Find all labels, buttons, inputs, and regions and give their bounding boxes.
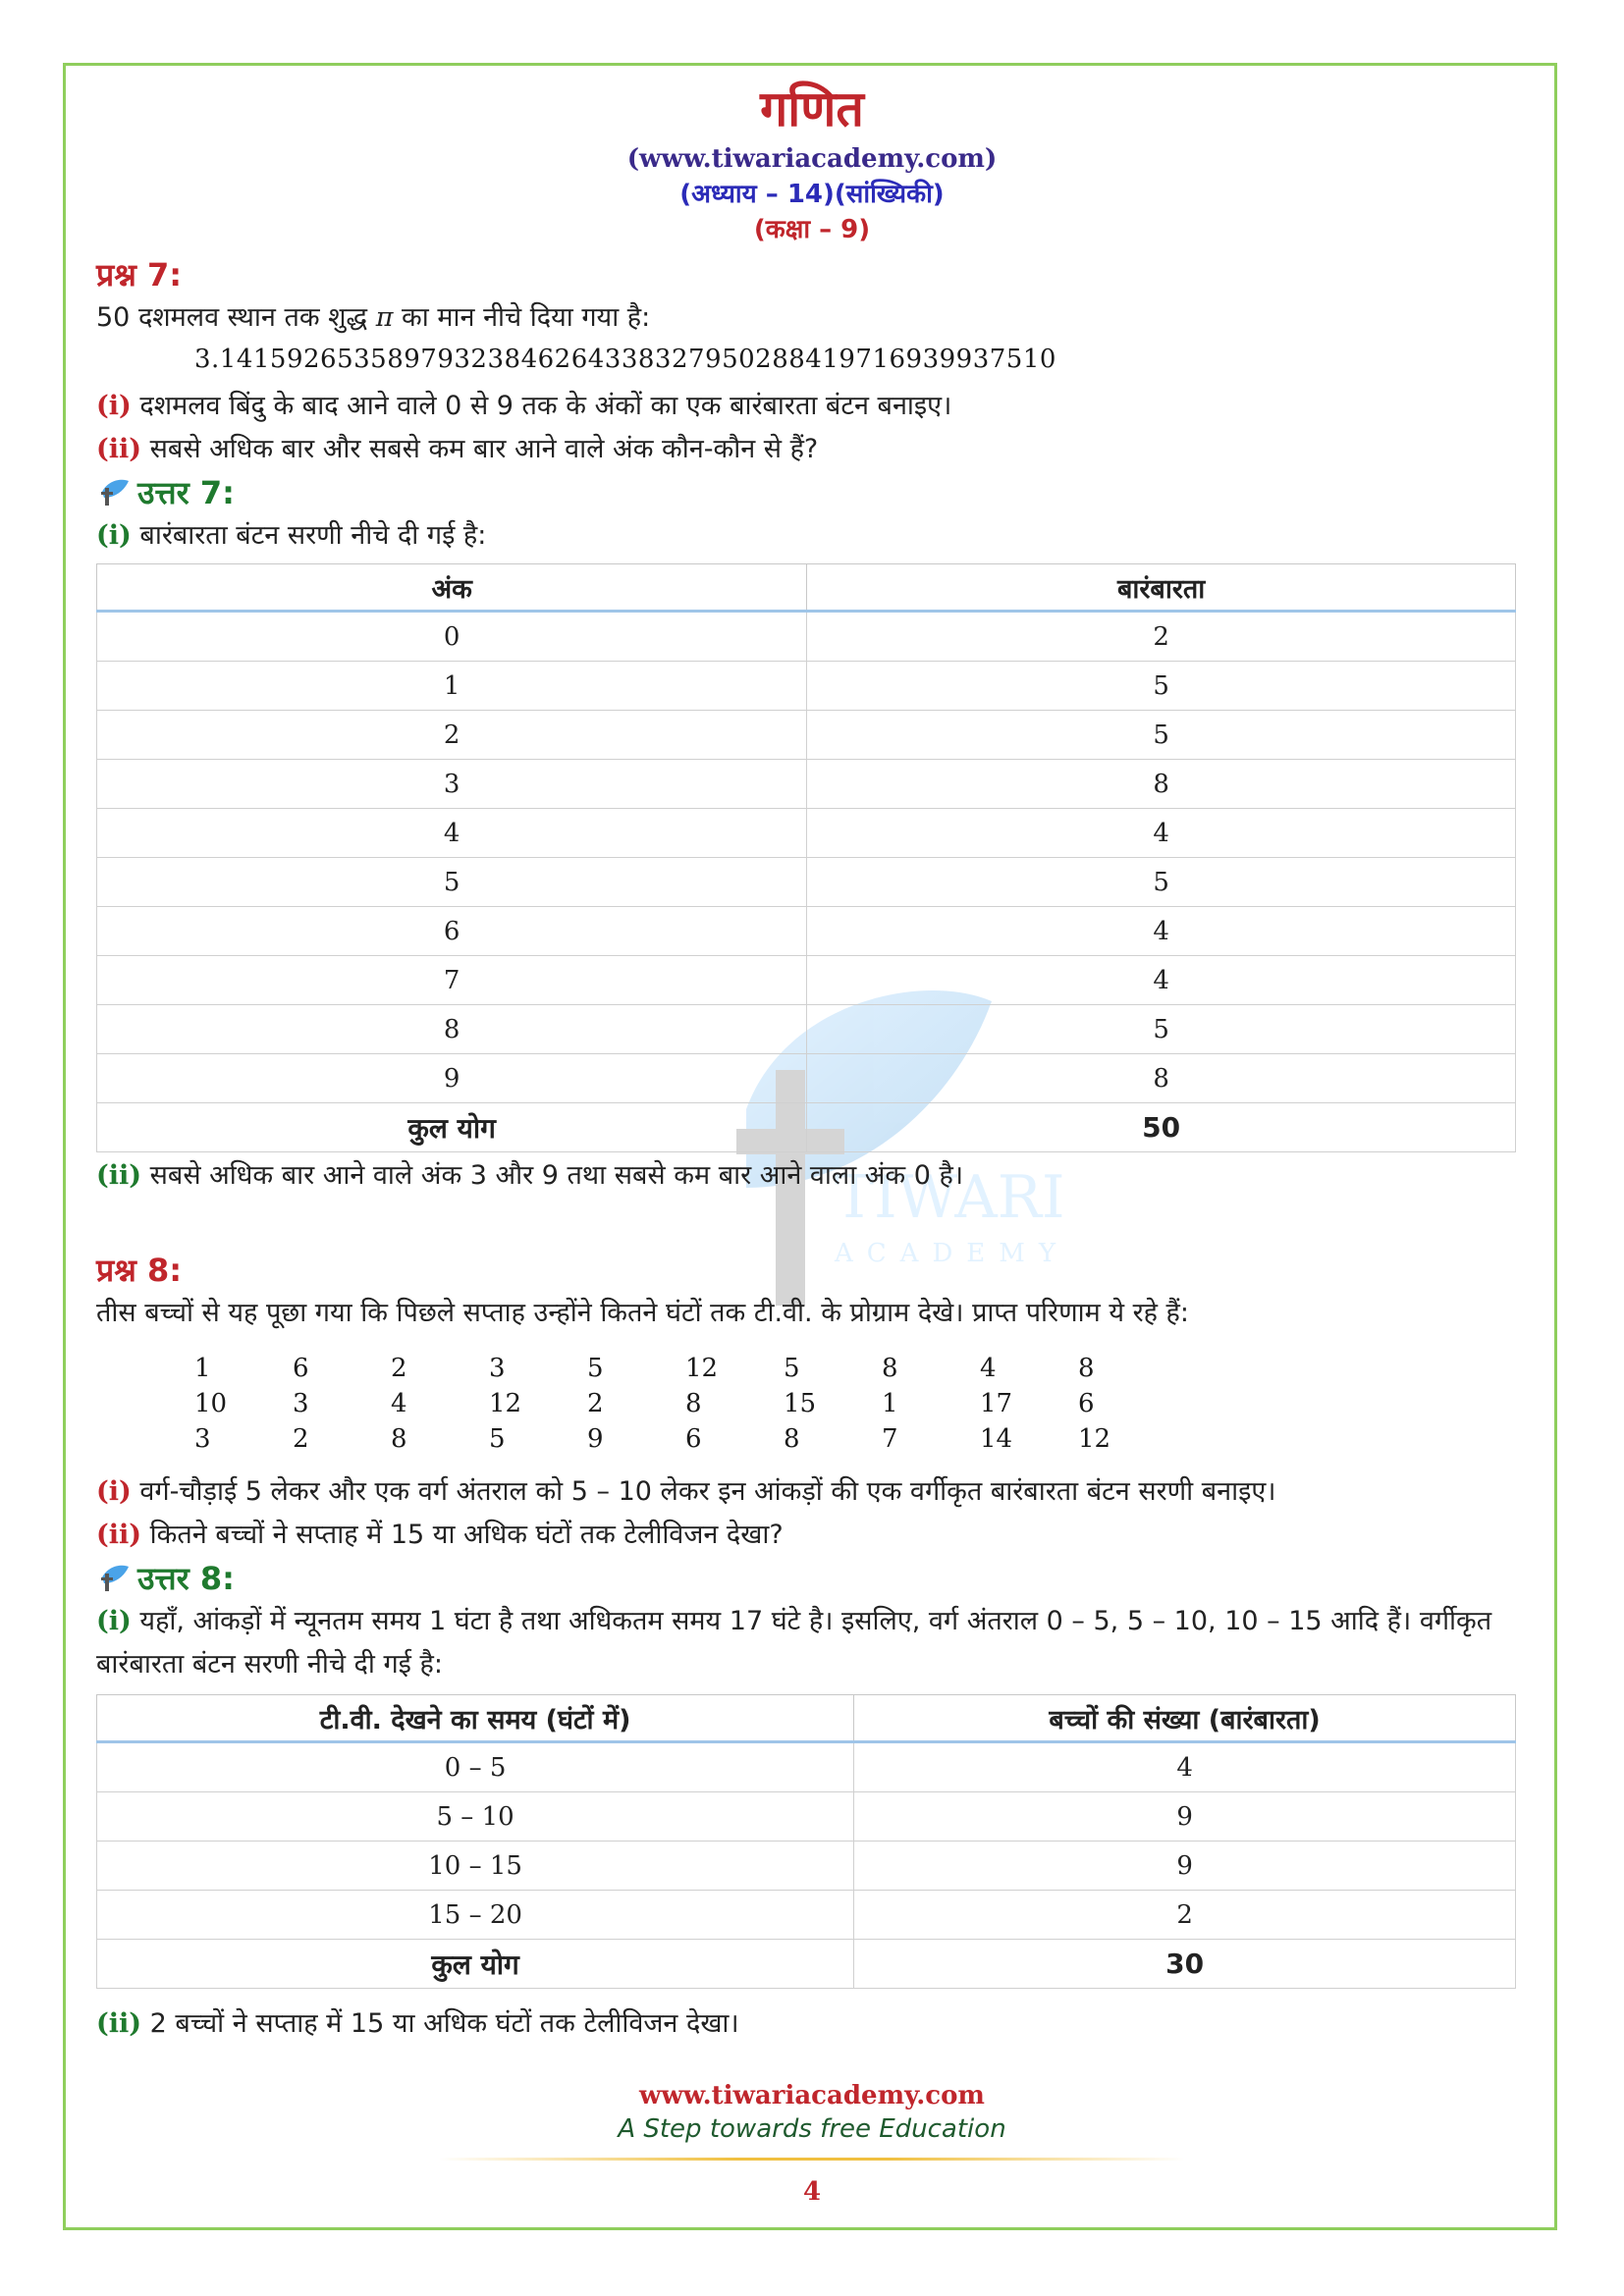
data-value: 12 (489, 1389, 522, 1418)
table-row (97, 809, 1516, 858)
answer-7-label: उत्तर 7: (137, 474, 235, 511)
question-7-part-ii (96, 428, 1530, 471)
data-value: 1 (194, 1354, 211, 1383)
header-site-link[interactable]: (www.tiwariacademy.com) (626, 144, 998, 174)
tiwari-logo-icon (96, 478, 130, 507)
footer-site-link[interactable]: www.tiwariacademy.com (639, 2081, 985, 2110)
data-value: 6 (1078, 1389, 1095, 1418)
table-cell: 5 (807, 662, 1516, 711)
data-value: 15 (784, 1389, 817, 1418)
data-value: 8 (1078, 1354, 1095, 1383)
table-cell: 4 (807, 809, 1516, 858)
table-row (97, 662, 1516, 711)
table-cell: 9 (854, 1792, 1516, 1842)
table-cell: 10 – 15 (97, 1842, 854, 1891)
table-cell: 2 (97, 711, 807, 760)
table-row (97, 1842, 1516, 1891)
answer-7-heading (96, 471, 1530, 514)
table-cell: 3 (97, 760, 807, 809)
table-cell: 15 – 20 (97, 1891, 854, 1940)
part-text: यहाँ, आंकड़ों में न्यूनतम समय 1 घंटा है तथा अधिकतम समय 17 घंटे है। इसलिए, वर्ग अंतराल 0 – 5, 5 – 10, 10 – 15 आदि हैं। वर्गीकृत बारंबारता बंटन सरणी नीचे दी गई है: (96, 1606, 1492, 1680)
table-row (97, 956, 1516, 1005)
table-total-cell: कुल योग (97, 1103, 807, 1152)
answer-7-part-ii (96, 1154, 1530, 1198)
data-value: 8 (784, 1424, 800, 1454)
question-7-part-i (96, 385, 1530, 428)
table-cell: 6 (97, 907, 807, 956)
table-row (97, 711, 1516, 760)
table-header-time: टी.वी. देखने का समय (घंटों में) (97, 1695, 854, 1742)
table-cell: 8 (807, 1054, 1516, 1103)
part-text: सबसे अधिक बार और सबसे कम बार आने वाले अंक कौन-कौन से हैं? (149, 434, 819, 464)
part-text: बारंबारता बंटन सरणी नीचे दी गई है: (139, 520, 487, 551)
part-text: कितने बच्चों ने सप्ताह में 15 या अधिक घंटों तक टेलीविजन देखा? (149, 1520, 784, 1550)
table-cell: 4 (807, 956, 1516, 1005)
table-cell: 8 (97, 1005, 807, 1054)
tv-hours-data (96, 1351, 1530, 1457)
question-7-block (96, 253, 1530, 1198)
intro-text-end: का मान नीचे दिया गया है: (402, 302, 651, 333)
table-cell: 9 (854, 1842, 1516, 1891)
data-value: 2 (587, 1389, 604, 1418)
tiwari-logo-icon (96, 1564, 130, 1593)
footer-tagline: A Step towards free Education (618, 2114, 1006, 2144)
answer-8-heading (96, 1557, 1530, 1600)
table-cell: 1 (97, 662, 807, 711)
watermark-sub: ACADEMY (835, 1239, 1070, 1268)
answer-8-part-ii (96, 2002, 1530, 2046)
data-value: 8 (685, 1389, 702, 1418)
data-value: 12 (685, 1354, 719, 1383)
answer-8-label: उत्तर 8: (137, 1560, 235, 1597)
part-text: दशमलव बिंदु के बाद आने वाले 0 से 9 तक के अंकों का एक बारंबारता बंटन बनाइए। (139, 391, 952, 421)
question-8-part-ii (96, 1514, 1530, 1557)
table-cell: 5 – 10 (97, 1792, 854, 1842)
table-row (97, 1742, 1516, 1792)
table-header-children: बच्चों की संख्या (बारंबारता) (854, 1695, 1516, 1742)
data-value: 4 (391, 1389, 407, 1418)
data-value: 10 (194, 1389, 228, 1418)
page-title: गणित (760, 80, 864, 137)
question-8-intro: तीस बच्चों से यह पूछा गया कि पिछले सप्ताह उन्होंने कितने घंटों तक टी.वी. के प्रोग्राम देखे। प्राप्त परिणाम ये रहे हैं: (96, 1298, 1189, 1328)
table-row (97, 612, 1516, 662)
part-label: (ii) (96, 2008, 142, 2039)
answer-8-part-i (96, 1600, 1530, 1686)
part-label: (ii) (96, 434, 142, 464)
data-value: 3 (293, 1389, 309, 1418)
part-label: (i) (96, 520, 132, 551)
table-row (97, 858, 1516, 907)
table-total-row (97, 1940, 1516, 1989)
table-cell: 5 (97, 858, 807, 907)
table-cell: 4 (807, 907, 1516, 956)
table-cell: 2 (854, 1891, 1516, 1940)
table-total-cell: कुल योग (97, 1940, 854, 1989)
intro-text: 50 दशमलव स्थान तक शुद्ध (96, 302, 368, 333)
class-label: (कक्षा – 9) (753, 215, 871, 244)
data-value: 9 (587, 1424, 604, 1454)
table-row (97, 1792, 1516, 1842)
table-cell: 0 (97, 612, 807, 662)
data-value: 6 (685, 1424, 702, 1454)
question-8-block (96, 1249, 1530, 2046)
table-row (97, 1005, 1516, 1054)
table-cell: 5 (807, 711, 1516, 760)
question-7-intro (96, 296, 1530, 340)
part-text: वर्ग-चौड़ाई 5 लेकर और एक वर्ग अंतराल को 5 – 10 लेकर इन आंकड़ों की एक वर्गीकृत बारंबारता बंटन सरणी बनाइए। (139, 1476, 1276, 1507)
table-cell: 0 – 5 (97, 1742, 854, 1792)
data-value: 5 (587, 1354, 604, 1383)
table-cell: 8 (807, 760, 1516, 809)
part-label: (i) (96, 1476, 132, 1507)
table-cell: 2 (807, 612, 1516, 662)
data-value: 6 (293, 1354, 309, 1383)
table-cell: 7 (97, 956, 807, 1005)
footer-divider (439, 2158, 1185, 2161)
pi-value: 3.14159265358979323846264338327950288419716939937510 (194, 345, 1056, 374)
question-7-heading: प्रश्न 7: (96, 256, 183, 294)
page-number: 4 (802, 2177, 822, 2207)
table-total-cell: 50 (807, 1103, 1516, 1152)
table-row (97, 1891, 1516, 1940)
part-label: (i) (96, 1606, 132, 1636)
table-row (97, 1054, 1516, 1103)
data-value: 12 (1078, 1424, 1111, 1454)
part-label: (ii) (96, 1520, 142, 1550)
frequency-table-tv-hours (96, 1694, 1516, 1989)
table-cell: 4 (854, 1742, 1516, 1792)
page-footer (0, 2079, 1624, 2212)
data-value: 2 (391, 1354, 407, 1383)
data-value: 8 (882, 1354, 898, 1383)
table-total-row (97, 1103, 1516, 1152)
data-value: 1 (882, 1389, 898, 1418)
table-cell: 4 (97, 809, 807, 858)
table-header-frequency: बारंबारता (807, 564, 1516, 612)
question-8-part-i (96, 1470, 1530, 1514)
frequency-table-digits (96, 563, 1516, 1152)
table-header-digit: अंक (97, 564, 807, 612)
table-cell: 5 (807, 1005, 1516, 1054)
data-value: 2 (293, 1424, 309, 1454)
question-8-heading: प्रश्न 8: (96, 1252, 183, 1289)
table-cell: 5 (807, 858, 1516, 907)
data-value: 3 (489, 1354, 506, 1383)
part-label: (ii) (96, 1160, 142, 1191)
data-value: 17 (980, 1389, 1013, 1418)
table-cell: 9 (97, 1054, 807, 1103)
page-header (0, 77, 1624, 247)
part-text: 2 बच्चों ने सप्ताह में 15 या अधिक घंटों तक टेलीविजन देखा। (149, 2008, 739, 2039)
table-row (97, 760, 1516, 809)
chapter-label: (अध्याय – 14)(सांख्यिकी) (679, 180, 945, 209)
data-value: 7 (882, 1424, 898, 1454)
answer-7-part-i (96, 514, 1530, 558)
table-total-cell: 30 (854, 1940, 1516, 1989)
part-label: (i) (96, 391, 132, 421)
data-value: 8 (391, 1424, 407, 1454)
watermark-brand: TIWARI (835, 1163, 1065, 1232)
data-value: 3 (194, 1424, 211, 1454)
part-text: सबसे अधिक बार आने वाले अंक 3 और 9 तथा सबसे कम बार आने वाला अंक 0 है। (149, 1160, 964, 1191)
data-value: 14 (980, 1424, 1013, 1454)
data-value: 5 (784, 1354, 800, 1383)
pi-symbol: π (375, 302, 394, 333)
data-value: 4 (980, 1354, 997, 1383)
data-value: 5 (489, 1424, 506, 1454)
table-row (97, 907, 1516, 956)
